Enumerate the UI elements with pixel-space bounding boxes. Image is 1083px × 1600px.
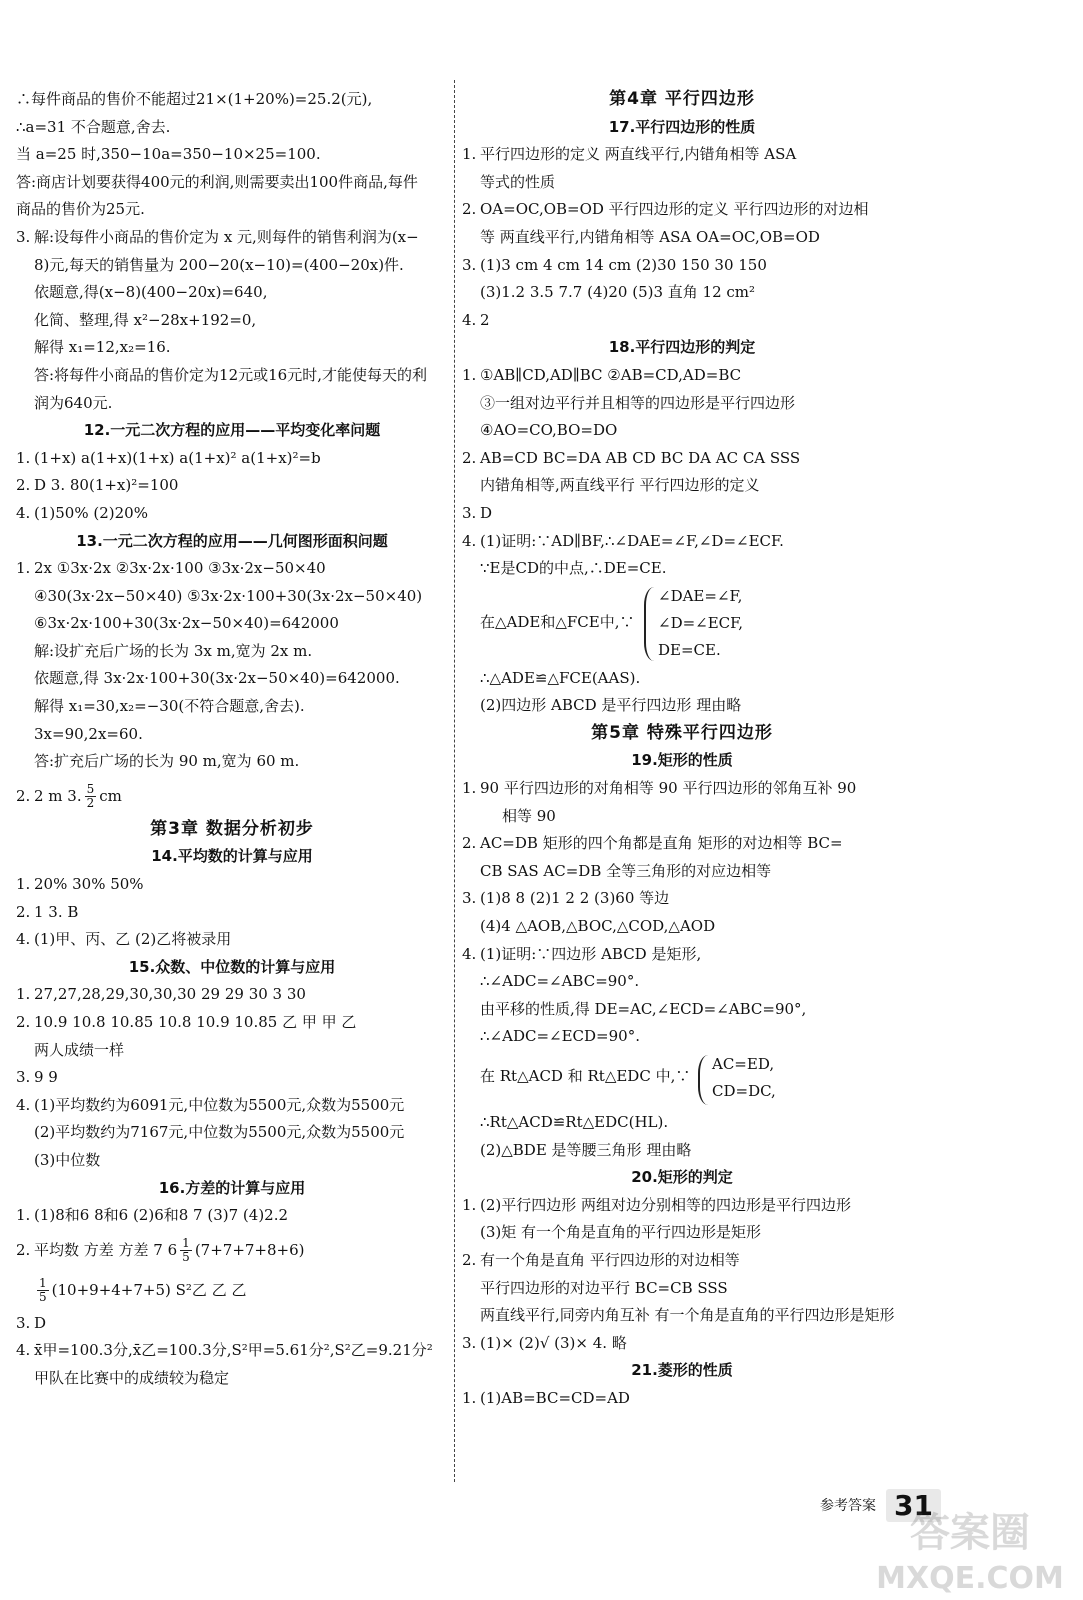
text-line: 答:商店计划要获得400元的利润,则需要卖出100件商品,每件 [16, 172, 418, 191]
text-line: ∴每件商品的售价不能超过21×(1+20%)=25.2(元), [16, 90, 373, 108]
answer-text: (1)8 8 (2)1 2 2 (3)60 等边 [480, 889, 670, 908]
section-heading: 19.矩形的性质 [631, 751, 733, 770]
answer-text: OA=OC,OB=OD 平行四边形的定义 平行四边形的对边相 [480, 200, 869, 219]
answer-line [16, 1009, 448, 1037]
item-number: 4. [16, 503, 31, 522]
answer-line [16, 1064, 448, 1092]
answer-line [16, 1092, 448, 1120]
footer-label: 参考答案 [820, 1498, 876, 1514]
text-line: 解:设扩充后广场的长为 3x m,宽为 2x m. [34, 641, 313, 660]
condition: ∠DAE=∠F, [658, 586, 743, 605]
watermark-title: 答案圈 [910, 1510, 1030, 1556]
item-number: 4. [462, 310, 477, 329]
answer-text: 平均数 方差 方差 7 6 [34, 1240, 178, 1259]
left-brace [644, 587, 656, 661]
answer-text: D [34, 1313, 47, 1332]
watermark-url: MXQE.COM [876, 1561, 1064, 1596]
section-heading: 15.众数、中位数的计算与应用 [128, 957, 336, 976]
text-line: 等 两直线平行,内错角相等 ASA OA=OC,OB=OD [480, 227, 820, 246]
answer-line [462, 362, 902, 390]
item-number: 3. [16, 1068, 31, 1087]
right-column [462, 86, 902, 1413]
answer-line [462, 528, 902, 556]
text-line: CB SAS AC=DB 全等三角形的对应边相等 [480, 861, 772, 880]
brace-items [658, 583, 743, 664]
numerator: 1 [39, 1276, 47, 1291]
section-heading: 12.一元二次方程的应用——平均变化率问题 [83, 421, 381, 440]
item-number: 4. [16, 1095, 31, 1114]
answer-line [462, 445, 902, 473]
item-number: 4. [462, 944, 477, 963]
answer-text: 27,27,28,29,30,30,30 29 29 30 3 30 [34, 985, 306, 1004]
brace-label: 在△ADE和△FCE中,∵ [480, 612, 635, 631]
watermark-logo [860, 1500, 1080, 1596]
section-heading: 18.平行四边形的判定 [608, 338, 756, 357]
answer-text: 20% 30% 50% [34, 875, 144, 894]
item-number: 3. [462, 255, 477, 274]
answer-line [16, 472, 448, 500]
answer-text: 1 3. B [34, 902, 79, 921]
denominator: 5 [182, 1250, 190, 1265]
text-line: 解得 x₁=12,x₂=16. [34, 338, 171, 357]
item-number: 1. [16, 559, 31, 578]
text-line: ∴a=31 不合题意,舍去. [16, 117, 171, 136]
answer-line [16, 899, 448, 927]
answer-text: (1)平均数约为6091元,中位数为5500元,众数为5500元 [34, 1095, 405, 1114]
fraction [85, 783, 97, 810]
answer-text: 平行四边形的定义 两直线平行,内错角相等 ASA [480, 145, 797, 164]
text-line: 平行四边形的对边平行 BC=CB SSS [480, 1278, 728, 1297]
answer-text: 2 m 3. [34, 786, 82, 805]
text-line: 化简、整理,得 x²−28x+192=0, [34, 310, 257, 329]
item-number: 2. [462, 200, 477, 219]
chapter-heading: 第5章 特殊平行四边形 [591, 722, 773, 743]
text-line: 答:扩充后广场的长为 90 m,宽为 60 m. [34, 752, 300, 771]
answer-line [462, 141, 902, 169]
answer-text: (1)证明:∵四边形 ABCD 是矩形, [480, 944, 702, 963]
section-heading: 17.平行四边形的性质 [608, 117, 756, 136]
item-number: 4. [16, 1341, 31, 1360]
text-line: (4)4 △AOB,△BOC,△COD,△AOD [480, 917, 716, 936]
denominator: 2 [86, 796, 95, 811]
text-line: (2)△BDE 是等腰三角形 理由略 [480, 1140, 692, 1159]
text-line: 依题意,得(x−8)(400−20x)=640, [34, 283, 268, 302]
text-line: 润为640元. [34, 393, 113, 412]
answer-text: 9 9 [34, 1068, 58, 1087]
item-number: 2. [462, 448, 477, 467]
condition: AC=ED, [712, 1055, 775, 1073]
answer-text: (1)8和6 8和6 (2)6和8 7 (3)7 (4)2.2 [34, 1206, 289, 1225]
unit-text: cm [99, 786, 122, 805]
text-line: 两人成绩一样 [34, 1040, 125, 1059]
condition: ∠D=∠ECF, [658, 613, 743, 632]
answer-line [16, 871, 448, 899]
text-line: ③一组对边平行并且相等的四边形是平行四边形 [480, 393, 796, 412]
column-divider [454, 80, 455, 1482]
left-column [16, 86, 448, 1393]
text-line: ④30(3x·2x−50×40) ⑤3x·2x·100+30(3x·2x−50×40) [34, 586, 423, 605]
answer-text: AC=DB 矩形的四个角都是直角 矩形的对边相等 BC= [480, 834, 843, 853]
text-line: (3)1.2 3.5 7.7 (4)20 (5)3 直角 12 cm² [480, 283, 756, 302]
answer-text: (2)平行四边形 两组对边分别相等的四边形是平行四边形 [480, 1195, 852, 1214]
text-line: ∴△ADE≌△FCE(AAS). [480, 668, 641, 687]
condition: DE=CE. [658, 640, 721, 659]
text-line: ∵E是CD的中点,∴DE=CE. [480, 559, 667, 578]
section-heading: 21.菱形的性质 [631, 1361, 733, 1380]
answer-line [16, 500, 448, 528]
item-number: 1. [16, 985, 31, 1004]
text-line: 等式的性质 [480, 172, 556, 191]
answer-line [462, 307, 902, 335]
item-number: 3. [16, 227, 31, 246]
answer-line [16, 1337, 448, 1365]
item-number: 2. [16, 786, 31, 805]
brace-label: 在 Rt△ACD 和 Rt△EDC 中,∵ [480, 1067, 691, 1085]
text-line: ∴Rt△ACD≌Rt△EDC(HL). [480, 1113, 669, 1131]
answer-text: x̄甲=100.3分,x̄乙=100.3分,S²甲=5.61分²,S²乙=9.21分² [34, 1341, 433, 1360]
answer-line [16, 1202, 448, 1230]
item-number: 4. [462, 531, 477, 550]
answer-text: (1)AB=BC=CD=AD [480, 1388, 630, 1407]
item-number: 2. [462, 834, 477, 853]
chapter-heading: 第3章 数据分析初步 [150, 818, 314, 839]
brace-system [462, 583, 902, 665]
answer-line [462, 1247, 902, 1275]
answer-text: 90 平行四边形的对角相等 90 平行四边形的邻角互补 90 [480, 779, 857, 798]
answer-line [462, 1385, 902, 1413]
denominator: 5 [39, 1290, 47, 1305]
answer-line [462, 196, 902, 224]
item-number: 1. [462, 779, 477, 798]
answer-line [462, 1330, 902, 1358]
numerator: 5 [86, 782, 95, 797]
text-line: 当 a=25 时,350−10a=350−10×25=100. [16, 145, 321, 164]
item-number: 4. [16, 930, 31, 949]
text-line: 相等 90 [502, 806, 556, 825]
answer-text: (10+9+4+7+5) S²乙 乙 乙 [51, 1280, 247, 1299]
answer-line [16, 555, 448, 583]
text-line: 3x=90,2x=60. [34, 724, 143, 743]
section-heading: 14.平均数的计算与应用 [151, 847, 313, 866]
left-brace [698, 1055, 710, 1105]
answer-text: D 3. 80(1+x)²=100 [34, 476, 179, 495]
text-line: (2)平均数约为7167元,中位数为5500元,众数为5500元 [34, 1123, 405, 1142]
text-line: ∴∠ADC=∠ABC=90°. [480, 972, 640, 991]
section-heading: 16.方差的计算与应用 [158, 1178, 306, 1197]
item-number: 2. [462, 1250, 477, 1269]
text-line: 解得 x₁=30,x₂=−30(不符合题意,舍去). [34, 697, 305, 716]
text-line: 依题意,得 3x·2x·100+30(3x·2x−50×40)=642000. [34, 669, 400, 688]
answer-text: 有一个角是直角 平行四边形的对边相等 [480, 1250, 740, 1269]
answer-text: (1)甲、丙、乙 (2)乙将被录用 [34, 930, 232, 949]
answer-line [462, 941, 902, 969]
text-line: ④AO=CO,BO=DO [480, 421, 618, 440]
text-line: 两直线平行,同旁内角互补 有一个角是直角的平行四边形是矩形 [480, 1306, 895, 1325]
fraction [37, 1277, 49, 1304]
item-number: 2. [16, 476, 31, 495]
answer-line [16, 926, 448, 954]
text-line: 由平移的性质,得 DE=AC,∠ECD=∠ABC=90°, [480, 999, 807, 1018]
item-number: 2. [16, 1240, 31, 1259]
item-number: 1. [462, 1195, 477, 1214]
answer-text: 2 [480, 310, 490, 329]
answer-text: ①AB∥CD,AD∥BC ②AB=CD,AD=BC [480, 365, 742, 384]
answer-line [462, 1192, 902, 1220]
answer-line [462, 252, 902, 280]
text-line: (3)矩 有一个角是直角的平行四边形是矩形 [480, 1223, 762, 1242]
item-number: 2. [16, 902, 31, 921]
text-line: 8)元,每天的销售量为 200−20(x−10)=(400−20x)件. [34, 255, 404, 274]
answer-text: 解:设每件小商品的售价定为 x 元,则每件的销售利润为(x− [34, 227, 419, 246]
item-number: 1. [16, 1206, 31, 1225]
text-line: 商品的售价为25元. [16, 200, 145, 219]
item-number: 1. [462, 365, 477, 384]
answer-text: (1)50% (2)20% [34, 503, 148, 522]
item-number: 3. [16, 1313, 31, 1332]
numerator: 1 [182, 1236, 190, 1251]
brace-system [462, 1051, 902, 1109]
text-line: 答:将每件小商品的售价定为12元或16元时,才能使每天的利 [34, 365, 427, 384]
answer-text: 10.9 10.8 10.85 10.8 10.9 10.85 乙 甲 甲 乙 [34, 1013, 357, 1031]
answer-line [16, 1270, 448, 1310]
section-heading: 13.一元二次方程的应用——几何图形面积问题 [76, 531, 388, 550]
item-number: 2. [16, 1013, 31, 1031]
answer-text: (1)× (2)√ (3)× 4. 略 [480, 1333, 627, 1352]
answer-line [16, 981, 448, 1009]
answer-line [16, 776, 448, 816]
condition: CD=DC, [712, 1082, 776, 1100]
item-number: 1. [16, 448, 31, 467]
answer-line [16, 1310, 448, 1338]
answer-text: AB=CD BC=DA AB CD BC DA AC CA SSS [480, 448, 801, 467]
answer-line [16, 445, 448, 473]
item-number: 1. [462, 1388, 477, 1407]
answer-line [462, 885, 902, 913]
answer-line [462, 775, 902, 803]
answer-line [462, 500, 902, 528]
page-number: 31 [886, 1489, 941, 1522]
answer-line [16, 224, 448, 252]
item-number: 1. [16, 875, 31, 894]
text-line: (2)四边形 ABCD 是平行四边形 理由略 [480, 696, 742, 715]
answer-text: (1)3 cm 4 cm 14 cm (2)30 150 30 150 [480, 255, 767, 274]
answer-text: 2x ①3x·2x ②3x·2x·100 ③3x·2x−50×40 [34, 559, 326, 578]
brace-items [712, 1051, 776, 1105]
answer-text: (1)证明:∵AD∥BF,∴∠DAE=∠F,∠D=∠ECF. [480, 531, 784, 550]
text-line: 内错角相等,两直线平行 平行四边形的定义 [480, 476, 760, 495]
item-number: 1. [462, 145, 477, 164]
answer-line [16, 1230, 448, 1270]
text-line: 甲队在比赛中的成绩较为稳定 [34, 1368, 230, 1387]
item-number: 3. [462, 503, 477, 522]
fraction [180, 1237, 192, 1264]
item-number: 3. [462, 889, 477, 908]
text-line: ⑥3x·2x·100+30(3x·2x−50×40)=642000 [34, 614, 339, 633]
answer-line [462, 830, 902, 858]
item-number: 3. [462, 1333, 477, 1352]
answer-text: D [480, 503, 493, 522]
answer-text: (1+x) a(1+x)(1+x) a(1+x)² a(1+x)²=b [34, 448, 321, 467]
section-heading: 20.矩形的判定 [631, 1168, 733, 1187]
text-line: ∴∠ADC=∠ECD=90°. [480, 1027, 640, 1046]
answer-text: (7+7+7+8+6) [194, 1240, 305, 1259]
chapter-heading: 第4章 平行四边形 [609, 89, 755, 109]
text-line: (3)中位数 [34, 1150, 101, 1169]
